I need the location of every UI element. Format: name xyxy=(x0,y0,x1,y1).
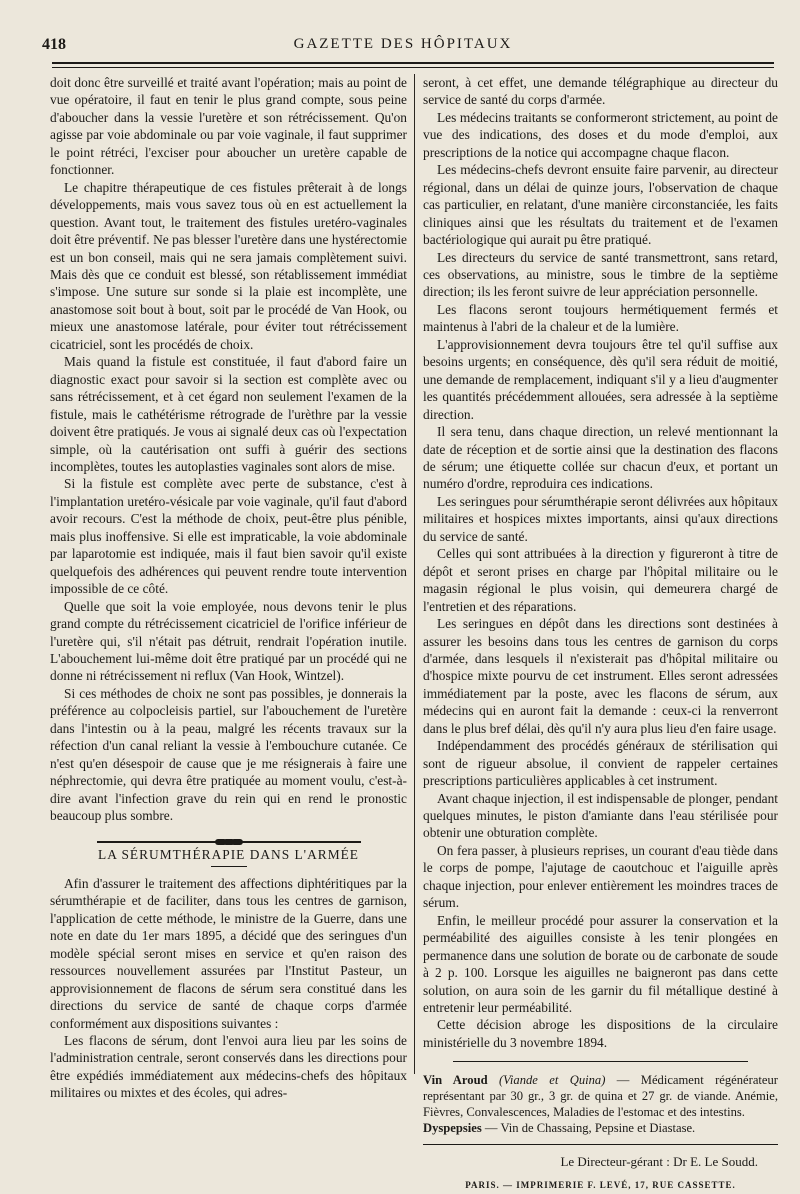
section-title: LA SÉRUMTHÉRAPIE DANS L'ARMÉE xyxy=(98,847,359,863)
printer-imprint: PARIS. — IMPRIMERIE F. LEVÉ, 17, RUE CASSETTE. xyxy=(465,1179,736,1190)
paragraph: Indépendamment des procédés généraux de stérilisation qui sont de rigueur absolue, il convient de rappeler certaines prescriptions particulières applicables à cet instrument. xyxy=(423,738,778,789)
paragraph: Afin d'assurer le traitement des affections diphtéritiques par la sérumthérapie et de faciliter, dans tous les centres de garnison, l'application de cette méthode, le ministre de la Guerre, dans une note en date du 1er mars 1895, a décidé que des seringues d'un modèle spécial seront mises en service et qu'en raison des ressources nouvellement assurées par l'Institut Pasteur, un approvisionnement de flacons de sérum sera constitué dans les directions du service de santé de chaque corps d'armée conformément aux dispositions suivantes : xyxy=(50,875,407,1031)
paragraph: Si ces méthodes de choix ne sont pas possibles, je donnerais la préférence au colpocleisis partiel, sur l'abouchement de l'uretère dans l'intestin ou à la peau, malgré les récents travaux sur la réfection d'un canal reliant la vessie à l'embouchure cutanée. Ce n'est qu'en désespoir de cause que je me résignerais à faire une néphrectomie, qui devra être pratiquée au moment voulu, c'est-à-dire avant l'infection grave du rein qui en rend le pronostic beaucoup plus sombre. xyxy=(50,685,407,824)
paragraph: Cette décision abroge les dispositions de la circulaire ministérielle du 3 novembre 1894. xyxy=(423,1017,778,1050)
paragraph: L'approvisionnement devra toujours être tel qu'il suffise aux besoins urgents; en conséquence, dès qu'il sera réduit de moitié, une demande de remplacement, indiquant s'il y a lieu d'augmenter les quantités précédemment allouées, sera adressée à la septième direction. xyxy=(423,336,778,422)
header-rule-thin xyxy=(52,67,774,68)
ad-brand: Vin Aroud xyxy=(423,1073,488,1088)
title-rule xyxy=(211,866,247,867)
column-divider xyxy=(414,74,415,1074)
ad-brand-subtitle: (Viande et Quina) xyxy=(498,1073,606,1088)
running-head: GAZETTE DES HÔPITAUX xyxy=(293,36,513,52)
paragraph: Le chapitre thérapeutique de ces fistules prêterait à de longs développements, mais vous savez tous où en est actuellement la question. Avant tout, le traitement des fistules uretéro-vaginales doit être préventif. Ne pas blesser l'uretère dans une hystérectomie est un bon conseil, mais qui ne sera jamais complètement suivi. Mais dès que ce conduit est blessé, son rétablissement immédiat s'impose. Une suture sur sonde si la plaie est incomplète, une anastomose soit bout à bout, soit par le procédé de Van Hook, ou mieux une anastomose latérale, pour éviter tout rétrécissement cicatriciel, sont les procédés de choix. xyxy=(50,179,407,352)
paragraph: Il sera tenu, dans chaque direction, un relevé mentionnant la date de réception et de sortie ainsi que la destination des flacons de sérum; une étiquette collée sur chacun d'eux, et portant un numéro d'ordre, reproduira ces indications. xyxy=(423,424,778,492)
paragraph: Si la fistule est complète avec perte de substance, c'est à l'implantation uretéro-vésicale par voie vaginale, qu'il faut d'abord avoir recours. C'est la méthode de choix, peut-être plus pénible, mais plus inoffensive. Si elle est impraticable, la voie abdominale par laparotomie est indiquée, mais il faut bien savoir qu'il existe quelquefois des adhérences qui peuvent rendre toute intervention impossible de ce côté. xyxy=(50,476,407,597)
paragraph: Les médecins traitants se conformeront strictement, au point de vue des indications, des doses et du mode d'emploi, aux prescriptions de la notice qui accompagne chaque flacon. xyxy=(423,109,778,160)
header-rule-thick xyxy=(52,62,774,64)
page-header xyxy=(42,36,764,60)
paragraph: Celles qui sont attribuées à la direction y figureront à titre de dépôt et seront prises en charge par l'hôpital militaire ou le magasin régional le plus voisin, qui demeurera chargé de l'entretien et des réparations. xyxy=(423,546,778,614)
paragraph: Les flacons seront toujours hermétiquement fermés et maintenus à l'abri de la chaleur et de la lumière. xyxy=(423,301,778,335)
paragraph: Avant chaque injection, il est indispensable de plonger, pendant quelques minutes, le piston d'amiante dans l'eau stérilisée pour obtenir une obturation complète. xyxy=(423,790,778,841)
directeur-gerant: Le Directeur-gérant : Dr E. Le Soudd. xyxy=(560,1154,758,1170)
right-column xyxy=(423,74,778,1194)
paragraph: On fera passer, à plusieurs reprises, un courant d'eau tiède dans le corps de pompe, l'ajutage de caoutchouc et l'aiguille après chaque injection, pour enlever entièrement les moindres traces de sérum. xyxy=(423,842,778,911)
ad-text: — Médicament régénérateur représentant par 30 gr., 3 gr. de quina et 27 gr. de viande. Anémie, Fièvres, Convalescences, Maladies de l'estomac et des intestins. xyxy=(423,1073,778,1120)
paragraph: Mais quand la fistule est constituée, il faut d'abord faire un diagnostic exact pour savoir si la section est complète avec ou sans rétrécissement, et à cet égard non seulement l'examen de la fistule, mais le cathétérisme rétrograde de l'urèthre par la vessie doivent être pratiqués. Je vous ai signalé deux cas où l'expectation simple, où la cautérisation ont suffi à guérir des sections incomplètes, toutes les autoplasties vaginales sont alors de mise. xyxy=(50,354,407,474)
paragraph: Enfin, le meilleur procédé pour assurer la conservation et la perméabilité des aiguilles consiste à les tenir plongées en permanence dans une solution de borate ou de carbonate de soude à 2 p. 100. Lorsque les aiguilles ne baigneront pas dans cette solution, on aura soin de les garnir du fil métallique destiné à entretenir leur perméabilité. xyxy=(423,912,778,1016)
advertisement-dyspepsies xyxy=(423,1120,778,1136)
footer-rule xyxy=(423,1144,778,1145)
ad-text: — Vin de Chassaing, Pepsine et Diastase. xyxy=(481,1121,696,1136)
advertisement-vin-aroud xyxy=(423,1072,778,1120)
left-column xyxy=(50,74,407,1102)
paragraph: Quelle que soit la voie employée, nous devons tenir le plus grand compte du rétrécissement cicatriciel de l'orifice inférieur de l'uretère qui, s'il n'était pas détruit, rendrait l'opération inutile. L'abouchement lui-même doit être pratiqué par un procédé qui ne donne ni rétrécissement ni reflux (Van Hook, Wintzel). xyxy=(50,598,407,684)
paragraph: Les directeurs du service de santé transmettront, sans retard, ces observations, au ministre, sous le timbre de la septième direction; ils les feront suivre de leur appréciation personnelle. xyxy=(423,249,778,300)
section-ornament xyxy=(50,832,407,838)
paragraph: Les flacons de sérum, dont l'envoi aura lieu par les soins de l'administration centrale, seront conservés dans les directions pour être expédiés immédiatement aux médecins-chefs des hôpitaux militaires ou mixtes et des écoles, qui adres- xyxy=(50,1033,407,1101)
paragraph: Les seringues en dépôt dans les directions sont destinées à assurer les besoins dans tous les centres de garnison du corps d'armée, dans lesquels il n'existerait pas d'hôpital militaire ou d'hospice mixte pourvu de cet instrument. Elles seront adressées immédiatement par la poste, avec les flacons de sérum, aux médecins qui en auront fait la demande : ceux-ci la renverront dans le plus bref délai, dès qu'il n'y aura plus lieu d'en faire usage. xyxy=(423,616,778,736)
ad-separator xyxy=(453,1061,748,1062)
paragraph: doit donc être surveillé et traité avant l'opération; mais au point de vue opératoire, il faut en tenir le plus grand compte, sous peine d'aboucher dans la vessie l'uretère et son rétrécissement. Qu'on agisse par voie abdominale ou par voie vaginale, il faut supprimer le point rétréci, l'exciser pour aboucher un uretère capable de fonctionner. xyxy=(50,75,407,178)
paragraph: Les seringues pour sérumthérapie seront délivrées aux hôpitaux militaires et hospices mixtes importants, ainsi qu'aux directions du service de santé. xyxy=(423,493,778,544)
paragraph: seront, à cet effet, une demande télégraphique au directeur du service de santé du corps d'armée. xyxy=(423,75,778,108)
ad-brand: Dyspepsies xyxy=(423,1121,482,1136)
page-number: 418 xyxy=(42,36,66,53)
paragraph: Les médecins-chefs devront ensuite faire parvenir, au directeur régional, dans un délai de quinze jours, l'observation de chaque cas particulier, en relatant, d'une manière circonstanciée, les faits cliniques ainsi que les résultats du traitement et de l'examen bactériologique qui aurait pu être pratiqué. xyxy=(423,162,778,248)
